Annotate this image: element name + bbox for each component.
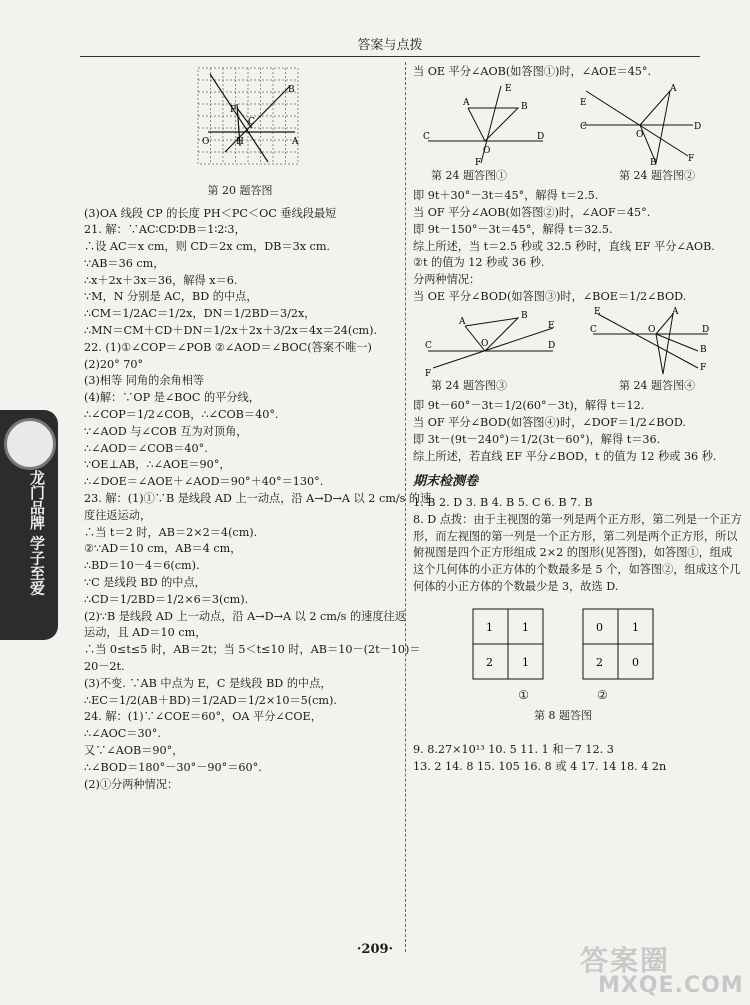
text-line: (2)①分两种情况： xyxy=(84,777,179,791)
text-line: 度往返运动， xyxy=(84,508,152,522)
text-line: ∴CD＝1/2BD＝1/2×6＝3(cm). xyxy=(84,592,249,606)
text-line: 即 3t－(9t－240°)＝1/2(3t－60°)，解得 t＝36. xyxy=(413,432,661,446)
text-line: ∴∠COP＝1/2∠COB，∴∠COB＝40°. xyxy=(84,408,279,422)
text-line: 何体的小正方体的个数最少是 3，故选 D. xyxy=(413,580,619,594)
side-tab xyxy=(0,410,58,640)
figure-24-3 xyxy=(423,306,558,379)
text-line: ∴当 0≤t≤5 时，AB＝2t；当 5＜t≤10 时，AB＝10－(2t－10)＝ xyxy=(84,643,421,657)
text-line: ∵∠AOD 与∠COB 互为对顶角， xyxy=(84,424,248,438)
text-line: ∴x＋2x＋3x＝36，解得 x＝6. xyxy=(84,273,238,287)
header-title: 答案与点拨 xyxy=(357,38,423,53)
svg-text:B: B xyxy=(700,344,707,355)
text-line: (4)解：∵OP 是∠BOC 的平分线， xyxy=(84,391,260,405)
label-a: A xyxy=(292,137,299,147)
text-line: ∵AB＝36 cm， xyxy=(84,256,165,270)
svg-text:O: O xyxy=(483,145,491,156)
left-text-lines xyxy=(84,206,432,794)
svg-text:A: A xyxy=(670,83,677,94)
watermark-line-2: MXQE.COM xyxy=(598,973,744,998)
figure-20 xyxy=(90,64,390,179)
svg-text:O: O xyxy=(636,129,644,140)
svg-text:C: C xyxy=(580,121,587,132)
svg-text:O: O xyxy=(481,338,489,349)
grid2-cell: 0 xyxy=(596,620,603,634)
text-line: 即 9t－60°－3t＝1/2(60°－3t)，解得 t＝12. xyxy=(413,399,645,413)
svg-text:A: A xyxy=(672,306,679,317)
text-line: 运动，且 AD＝10 cm， xyxy=(84,626,207,640)
text-line: 20－2t. xyxy=(84,660,125,674)
figure-24-4-caption: 第 24 题答图④ xyxy=(619,378,695,392)
page-header xyxy=(80,28,700,57)
svg-text:B: B xyxy=(521,310,528,321)
svg-text:D: D xyxy=(694,121,702,132)
svg-text:E: E xyxy=(580,97,587,108)
right-text-lines-d xyxy=(413,742,713,776)
right-column xyxy=(413,64,742,776)
text-line: (3)相等 同角的余角相等 xyxy=(84,374,205,388)
right-text-lines-b xyxy=(413,398,717,465)
figure-24-3-caption: 第 24 题答图③ xyxy=(431,378,507,392)
text-line: ∵C 是线段 BD 的中点， xyxy=(84,576,206,590)
figure-row-24-12 xyxy=(423,81,713,166)
text-line: 23. 解：(1)①∵B 是线段 AD 上一动点，沿 A→D→A 以 2 cm/s 的速 xyxy=(84,492,432,506)
text-line: ∴EC＝1/2(AB＋BD)＝1/2AD＝1/2×10＝5(cm). xyxy=(84,693,337,707)
figure-8-caption: 第 8 题答图 xyxy=(534,708,592,722)
text-line: 综上所述，若直线 EF 平分∠BOD，t 的值为 12 秒或 36 秒. xyxy=(413,449,717,463)
left-column xyxy=(84,64,432,793)
text-line: 9. 8.27×10¹³ 10. 5 11. 1 和－7 12. 3 xyxy=(413,743,614,757)
figure-8-grid-1 xyxy=(468,604,548,684)
text-line: 俯视图是四个正方形组成 2×2 的图形(见答图)，如答图①，组成 xyxy=(413,546,733,560)
text-line: ∴CM＝1/2AC＝1/2x，DN＝1/2BD＝3/2x， xyxy=(84,307,316,321)
text-line: 分两种情况： xyxy=(413,273,481,287)
figure-24-2-caption: 第 24 题答图② xyxy=(619,168,695,182)
svg-text:O: O xyxy=(648,324,656,335)
text-line: 13. 2 14. 8 15. 105 16. 8 或 4 17. 14 18. 4 2n xyxy=(413,760,667,774)
text-line: 当 OE 平分∠BOD(如答图③)时，∠BOE＝1/2∠BOD. xyxy=(413,290,687,304)
svg-text:A: A xyxy=(463,97,470,108)
svg-text:F: F xyxy=(688,153,695,164)
svg-text:D: D xyxy=(537,131,545,142)
grid2-cell: 2 xyxy=(596,655,603,669)
text-line: ∴当 t＝2 时，AB＝2×2＝4(cm). xyxy=(84,525,258,539)
svg-text:F: F xyxy=(425,368,432,379)
text-line: (3)不变. ∵AB 中点为 E，C 是线段 BD 的中点， xyxy=(84,676,332,690)
text-line: 形，而左视图的第一列是一个正方形，第二列是两个正方形，所以 xyxy=(413,529,738,543)
line-ob xyxy=(225,86,290,152)
text-line: 即 9t＋30°－3t＝45°，解得 t＝2.5. xyxy=(413,189,599,203)
page-number: ·209· xyxy=(356,942,394,957)
label-p: P xyxy=(230,105,237,115)
text-line: 22. (1)①∠COP＝∠POB ②∠AOD＝∠BOC(答案不唯一) xyxy=(84,340,372,354)
text-line: (3)OA 线段 CP 的长度 PH＜PC＜OC 垂线段最短 xyxy=(84,206,337,220)
grid2-cell: 1 xyxy=(632,620,639,634)
side-tab-text: 龙门品牌 学子至爱 xyxy=(28,470,46,596)
text-line: 24. 解：(1)∵∠COE＝60°，OA 平分∠COE， xyxy=(84,710,322,724)
text-line: 当 OF 平分∠BOD(如答图④)时，∠DOF＝1/2∠BOD. xyxy=(413,416,686,430)
figure-8 xyxy=(413,604,713,684)
grid1-cell: 2 xyxy=(486,655,493,669)
text-line: ∴MN＝CM＋CD＋DN＝1/2x＋2x＋3/2x＝4x＝24(cm). xyxy=(84,324,378,338)
text-line: ∴BD＝10－4＝6(cm). xyxy=(84,559,200,573)
right-text-lines-c xyxy=(413,495,742,596)
side-tab-circle xyxy=(4,418,56,470)
svg-text:E: E xyxy=(548,320,555,331)
text-line: 8. D 点拨：由于主视图的第一列是两个正方形，第二列是一个正方 xyxy=(413,512,742,526)
figure-24-4 xyxy=(588,306,713,376)
watermark xyxy=(580,939,744,999)
text-line: 1. B 2. D 3. B 4. B 5. C 6. B 7. B xyxy=(413,496,593,510)
text-line: 综上所述，当 t＝2.5 秒或 32.5 秒时，直线 EF 平分∠AOB. xyxy=(413,239,715,253)
figure-24-2 xyxy=(578,81,703,166)
figure-8-label-2: ② xyxy=(597,687,608,702)
svg-text:D: D xyxy=(548,340,556,351)
figure-20-caption: 第 20 题答图 xyxy=(207,184,273,197)
svg-text:E: E xyxy=(505,83,512,94)
figure-24-1-caption: 第 24 题答图① xyxy=(431,168,507,182)
right-text-lines-a xyxy=(413,188,713,306)
text-line: ②∵AD＝10 cm，AB＝4 cm， xyxy=(84,542,242,556)
figure-8-grid-2 xyxy=(578,604,658,684)
svg-text:B: B xyxy=(650,157,657,168)
label-c: C xyxy=(248,117,255,127)
text-line: 当 OE 平分∠AOB(如答图①)时，∠AOE＝45°. xyxy=(413,65,652,78)
label-b: B xyxy=(288,85,295,95)
text-line: (2)∵B 是线段 AD 上一动点，沿 A→D→A 以 2 cm/s 的速度往返 xyxy=(84,609,406,623)
text-line: ∵OE⊥AB，∴∠AOE＝90°， xyxy=(84,458,231,472)
grid1-cell: 1 xyxy=(486,620,493,634)
label-h: H xyxy=(236,137,244,147)
text-line: ∵M，N 分别是 AC，BD 的中点， xyxy=(84,290,258,304)
svg-text:C: C xyxy=(425,340,432,351)
text-line: 即 9t－150°－3t＝45°，解得 t＝32.5. xyxy=(413,222,613,236)
svg-text:E: E xyxy=(594,306,601,317)
text-line: ∴设 AC＝x cm，则 CD＝2x cm，DB＝3x cm. xyxy=(84,240,330,254)
text-line: ②t 的值为 12 秒或 36 秒. xyxy=(413,256,545,270)
figure-8-label-1: ① xyxy=(518,687,529,702)
svg-text:F: F xyxy=(700,362,707,373)
svg-text:C: C xyxy=(590,324,597,335)
grid1-cell: 1 xyxy=(522,620,529,634)
column-divider xyxy=(405,62,406,952)
section-title: 期末检测卷 xyxy=(413,473,479,489)
figure-24-1 xyxy=(423,81,548,166)
text-line: ∴∠BOD＝180°－30°－90°＝60°. xyxy=(84,760,262,774)
text-line: ∴∠AOC＝30°. xyxy=(84,727,161,741)
text-line: 这个几何体的小正方体的个数最多是 5 个，如答图②，组成这个几 xyxy=(413,563,741,577)
grid2-cell: 0 xyxy=(632,655,639,669)
text-line: ∴∠AOD＝∠COB＝40°. xyxy=(84,441,208,455)
svg-text:B: B xyxy=(521,101,528,112)
label-o: O xyxy=(202,137,210,147)
text-line: ∴∠DOE＝∠AOE＋∠AOD＝90°＋40°＝130°. xyxy=(84,475,324,489)
text-line: 当 OF 平分∠AOB(如答图②)时，∠AOF＝45°. xyxy=(413,206,651,220)
grid1-cell: 1 xyxy=(522,655,529,669)
svg-text:A: A xyxy=(459,316,466,327)
svg-text:D: D xyxy=(702,324,710,335)
text-line: (2)20° 70° xyxy=(84,357,144,371)
watermark-line-1: 答案圈 xyxy=(580,944,671,977)
svg-text:C: C xyxy=(423,131,430,142)
text-line: 又∵∠AOB＝90°， xyxy=(84,744,184,757)
figure-row-24-34 xyxy=(423,306,713,379)
text-line: 21. 解：∵AC∶CD∶DB＝1∶2∶3， xyxy=(84,223,246,237)
svg-text:F: F xyxy=(475,157,482,168)
